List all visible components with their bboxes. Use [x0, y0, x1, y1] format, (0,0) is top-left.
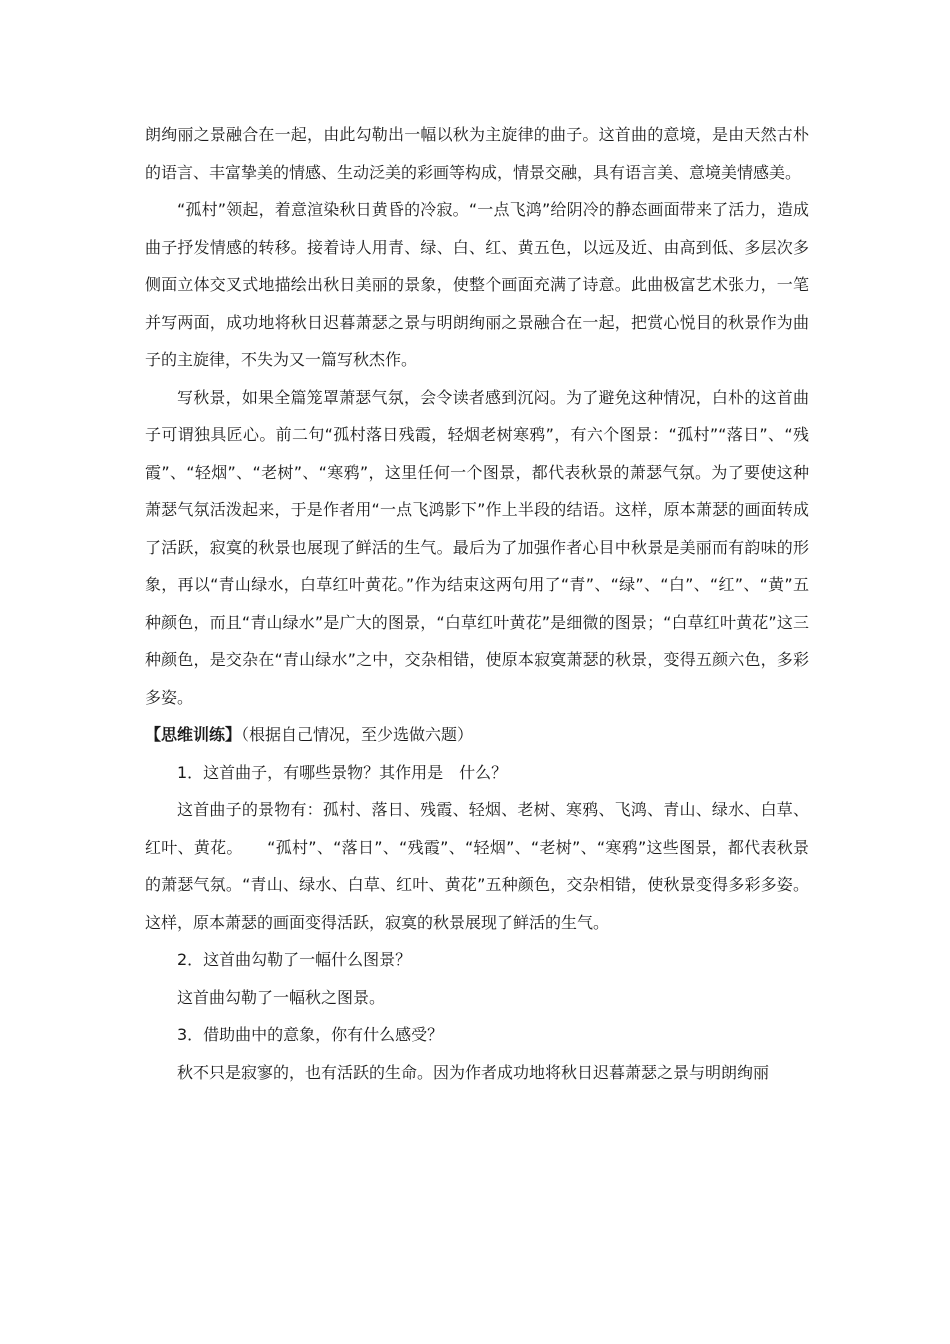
- document-body: [145, 116, 809, 1091]
- paragraph-analysis-imagery: “孤村”领起，着意渲染秋日黄昏的冷寂。“一点飞鸿”给阴冷的静态画面带来了活力，造成曲子抒发情感的转移。接着诗人用青、绿、白、红、黄五色，以远及近、由高到低、多层次多侧面立体交叉式地描绘出秋日美丽的景象，使整个画面充满了诗意。此曲极富艺术张力，一笔并写两面，成功地将秋日迟暮萧瑟之景与明朗绚丽之景融合在一起，把赏心悦目的秋景作为曲子的主旋律，不失为又一篇写秋杰作。: [145, 200, 809, 369]
- section-note: （根据自己情况，至少选做六题）: [241, 725, 474, 744]
- answer-2: 这首曲勾勒了一幅秋之图景。: [177, 987, 386, 1007]
- paragraph-analysis-intro: 朗绚丽之景融合在一起，由此勾勒出一幅以秋为主旋律的曲子。这首曲的意境，是由天然古朴的语言、丰富挚美的情感、生动泛美的彩画等构成，情景交融，具有语言美、意境美情感美。: [145, 125, 809, 182]
- section-title: 【思维训练】: [145, 725, 242, 744]
- answer-3: 秋不只是寂寥的，也有活跃的生命。因为作者成功地将秋日迟暮萧瑟之景与明朗绚丽: [177, 1062, 770, 1082]
- paragraph-analysis-colors: 写秋景，如果全篇笼罩萧瑟气氛，会令读者感到沉闷。为了避免这种情况，白朴的这首曲子可谓独具匠心。前二句“孤村落日残霞，轻烟老树寒鸦”，有六个图景：“孤村”“落日”、“残霞”、“轻烟”、“老树”、“寒鸦”，这里任何一个图景，都代表秋景的萧瑟气氛。为了要使这种萧瑟气氛活泼起来，于是作者用“一点飞鸿影下”作上半段的结语。这样，原本萧瑟的画面转成了活跃，寂寞的秋景也展现了鲜活的生气。最后为了加强作者心目中秋景是美丽而有韵味的形象，再以“青山绿水，白草红叶黄花。”作为结束这两句用了“青”、“绿”、“白”、“红”、“黄”五种颜色，而且“青山绿水”是广大的图景，“白草红叶黄花”是细微的图景；“白草红叶黄花”这三种颜色，是交杂在“青山绿水”之中，交杂相错，使原本寂寞萧瑟的秋景，变得五颜六色，多彩多姿。: [145, 387, 809, 707]
- answer-1: 这首曲子的景物有：孤村、落日、残霞、轻烟、老树、寒鸦、飞鸿、青山、绿水、白草、红叶、黄花。 “孤村”、“落日”、“残霞”、“轻烟”、“老树”、“寒鸦”这些图景，都代表秋景的萧瑟气氛。“青山、绿水、白草、红叶、黄花”五种颜色，交杂相错，使秋景变得多彩多姿。这样，原本萧瑟的画面变得活跃，寂寞的秋景展现了鲜活的生气。: [145, 800, 809, 932]
- question-3: 3．借助曲中的意象，你有什么感受？: [177, 1025, 444, 1044]
- section-heading: [145, 716, 809, 754]
- question-2: 2．这首曲勾勒了一幅什么图景？: [177, 950, 412, 969]
- question-1: 1．这首曲子，有哪些景物？其作用是 什么？: [177, 762, 508, 782]
